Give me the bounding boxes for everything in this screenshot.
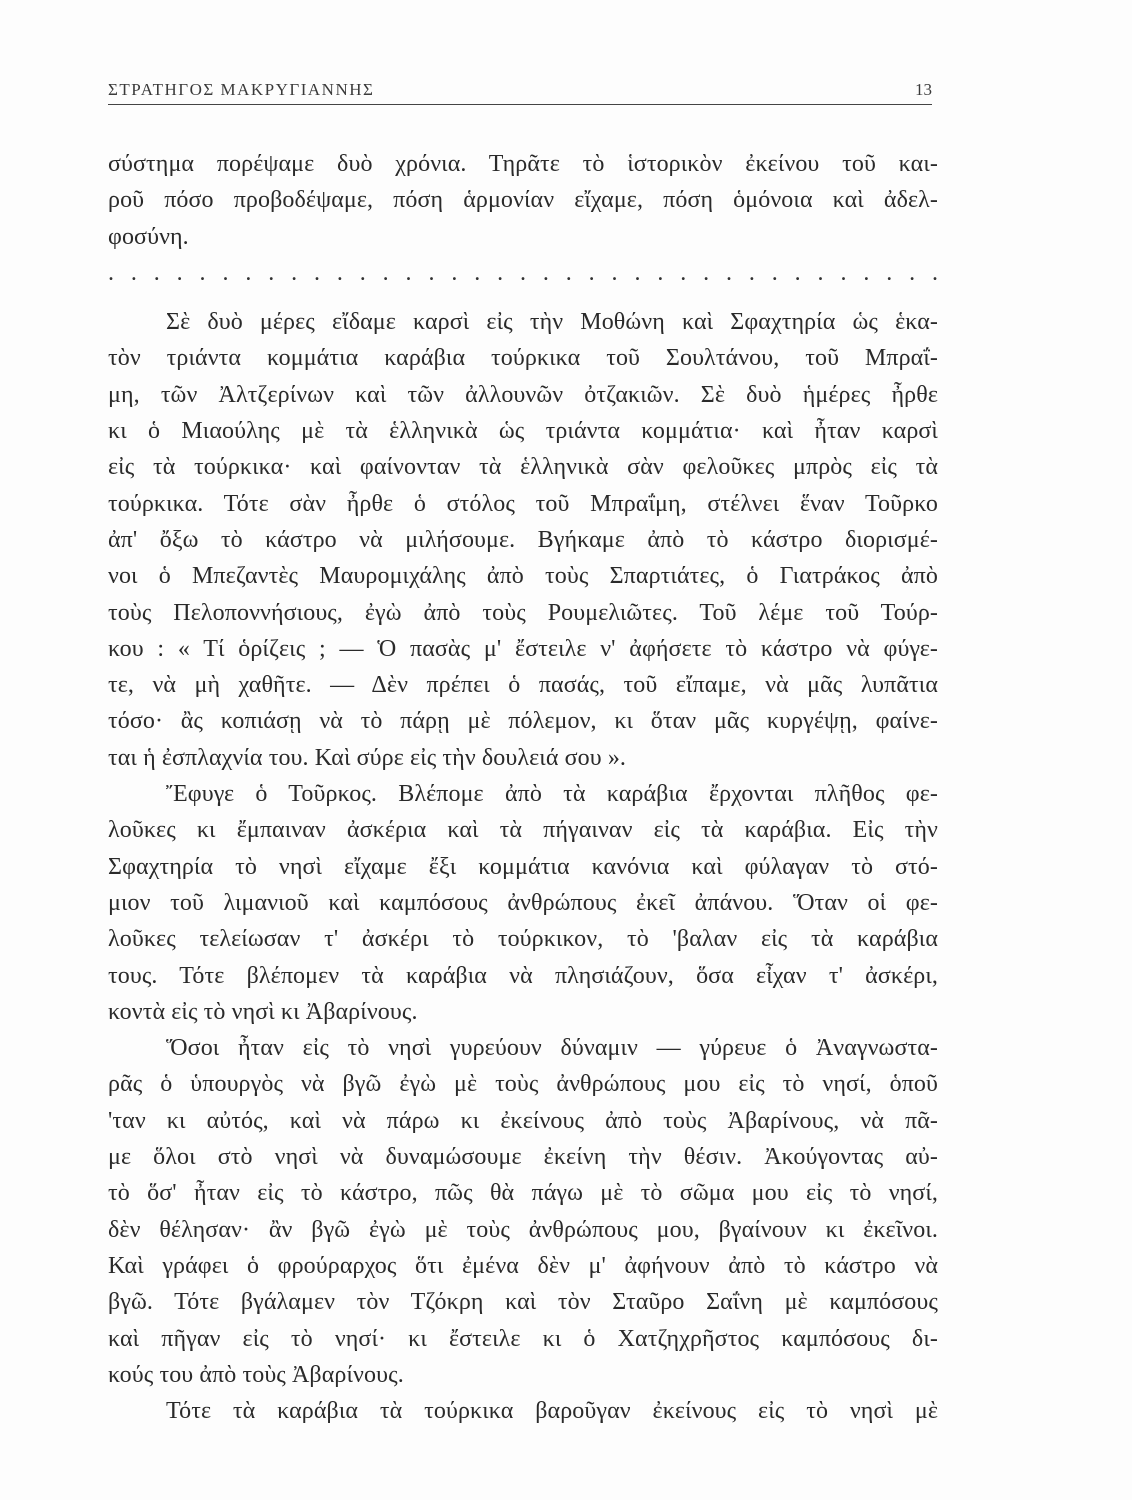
text-line: Σὲ δυὸ μέρες εἴδαμε καρσὶ εἰς τὴν Μοθώνη καὶ Σφαχτηρία ὡς ἑκα- [166, 309, 938, 336]
text-line: Σφαχτηρία τὸ νησὶ εἴχαμε ἔξι κομμάτια κανόνια καὶ φύλαγαν τὸ στό- [108, 853, 938, 880]
text-line: εἰς τὰ τούρκικα· καὶ φαίνονταν τὰ ἑλληνικὰ σὰν φελοῦκες μπρὸς εἰς τὰ [108, 454, 938, 481]
text-line: σύστημα πορέψαμε δυὸ χρόνια. Τηρᾶτε τὸ ἱστορικὸν ἐκείνου τοῦ και- [108, 151, 938, 177]
text-line: βγῶ. Τότε βγάλαμεν τὸν Τζόκρη καὶ τὸν Σταῦρο Σαΐνη μὲ καμπόσους [108, 1289, 938, 1316]
text-line: με ὅλοι στὸ νησὶ νὰ δυναμώσουμε ἐκείνη τὴν θέσιν. Ἀκούγοντας αὐ- [108, 1144, 938, 1171]
body-text [108, 146, 938, 1429]
text-line: νοι ὁ Μπεζαντὲς Μαυρομιχάλης ἀπὸ τοὺς Σπαρτιάτες, ὁ Γιατράκος ἀπὸ [108, 563, 938, 590]
text-line: ροῦ πόσο προβοδέψαμε, πόση ἁρμονίαν εἴχαμε, πόση ὁμόνοια καὶ ἀδελ- [108, 187, 938, 214]
text-line: μη, τῶν Ἀλτζερίνων καὶ τῶν ἀλλουνῶν ὀτζακιῶν. Σὲ δυὸ ἡμέρες ἦρθε [108, 381, 938, 408]
running-title: ΣΤΡΑΤΗΓΟΣ ΜΑΚΡΥΓΙΑΝΝΗΣ [108, 80, 375, 99]
paragraph-gap [108, 291, 938, 304]
text-line: ρᾶς ὁ ὑπουργὸς νὰ βγῶ ἐγὼ μὲ τοὺς ἀνθρώπους μου εἰς τὸ νησί, ὁποῦ [108, 1071, 938, 1098]
text-line: λοῦκες κι ἔμπαιναν ἀσκέρια καὶ τὰ πήγαιναν εἰς τὰ καράβια. Εἰς τὴν [108, 817, 938, 844]
text-line: τους. Τότε βλέπομεν τὰ καράβια νὰ πλησιάζουν, ὅσα εἶχαν τ' ἀσκέρι, [108, 962, 938, 989]
text-line: Τότε τὰ καράβια τὰ τούρκικα βαροῦγαν ἐκείνους εἰς τὸ νησὶ μὲ [166, 1398, 938, 1425]
text-line: Καὶ γράφει ὁ φρούραρχος ὅτι ἐμένα δὲν μ' ἀφήνουν ἀπὸ τὸ κάστρο νὰ [108, 1252, 938, 1279]
text-line: ται ἡ ἐσπλαχνία του. Καὶ σύρε εἰς τὴν δουλειά σου ». [108, 744, 627, 771]
text-line: τε, νὰ μὴ χαθῆτε. — Δὲν πρέπει ὁ πασάς, τοῦ εἴπαμε, νὰ μᾶς λυπᾶτια [108, 672, 938, 699]
text-line: κι ὁ Μιαούλης μὲ τὰ ἑλληνικὰ ὡς τριάντα κομμάτια· καὶ ἦταν καρσὶ [108, 418, 938, 445]
running-header [108, 80, 932, 105]
text-line: δὲν θέλησαν· ἂν βγῶ ἐγὼ μὲ τοὺς ἀνθρώπους μου, βγαίνουν κι ἐκεῖνοι. [108, 1216, 938, 1243]
text-line: τὸν τριάντα κομμάτια καράβια τούρκικα τοῦ Σουλτάνου, τοῦ Μπραΐ- [108, 345, 938, 372]
text-line: τοὺς Πελοποννήσιους, ἐγὼ ἀπὸ τοὺς Ρουμελιῶτες. Τοῦ λέμε τοῦ Τούρ- [108, 599, 938, 626]
text-line: τούρκικα. Τότε σὰν ἦρθε ὁ στόλος τοῦ Μπραΐμη, στέλνει ἕναν Τοῦρκο [108, 490, 938, 517]
text-line: λοῦκες τελείωσαν τ' ἀσκέρι τὸ τούρκικον, τὸ 'βαλαν εἰς τὰ καράβια [108, 926, 938, 953]
text-line: 'ταν κι αὐτός, καὶ νὰ πάρω κι ἐκείνους ἀπὸ τοὺς Ἀβαρίνους, νὰ πᾶ- [108, 1107, 938, 1134]
text-line: φοσύνη. [108, 223, 189, 250]
text-line: κοντὰ εἰς τὸ νησὶ κι Ἀβαρίνους. [108, 998, 418, 1025]
text-line: κου : « Τί ὁρίζεις ; — Ὁ πασὰς μ' ἔστειλε ν' ἀφήσετε τὸ κάστρο νὰ φύγε- [108, 635, 938, 662]
text-line: μιον τοῦ λιμανιοῦ καὶ καμπόσους ἀνθρώπους ἐκεῖ ἀπάνου. Ὅταν οἱ φε- [108, 889, 938, 916]
text-line: Ἔφυγε ὁ Τοῦρκος. Βλέπομε ἀπὸ τὰ καράβια ἔρχονται πλῆθος φε- [166, 781, 938, 808]
page-number: 13 [915, 80, 932, 99]
text-line: ἀπ' ὄξω τὸ κάστρο νὰ μιλήσουμε. Βγήκαμε ἀπὸ τὸ κάστρο διορισμέ- [108, 526, 938, 553]
text-line: τὸ ὅσ' ἦταν εἰς τὸ κάστρο, πῶς θὰ πάγω μὲ τὸ σῶμα μου εἰς τὸ νησί, [108, 1180, 938, 1207]
text-line: Ὅσοι ἦταν εἰς τὸ νησὶ γυρεύουν δύναμιν — γύρευε ὁ Ἀναγνωστα- [166, 1035, 938, 1062]
text-line: καὶ πῆγαν εἰς τὸ νησί· κι ἔστειλε κι ὁ Χατζηχρῆστος καμπόσους δι- [108, 1325, 938, 1352]
text-line: κούς του ἀπὸ τοὺς Ἀβαρίνους. [108, 1361, 404, 1388]
text-line: τόσο· ἂς κοπιάσῃ νὰ τὸ πάρῃ μὲ πόλεμον, κι ὅταν μᾶς κυργέψῃ, φαίνε- [108, 708, 938, 735]
ellipsis-divider: . . . . . . . . . . . . . . . . . . . . . . . . . . . . . . . . . . . . . [108, 259, 938, 286]
